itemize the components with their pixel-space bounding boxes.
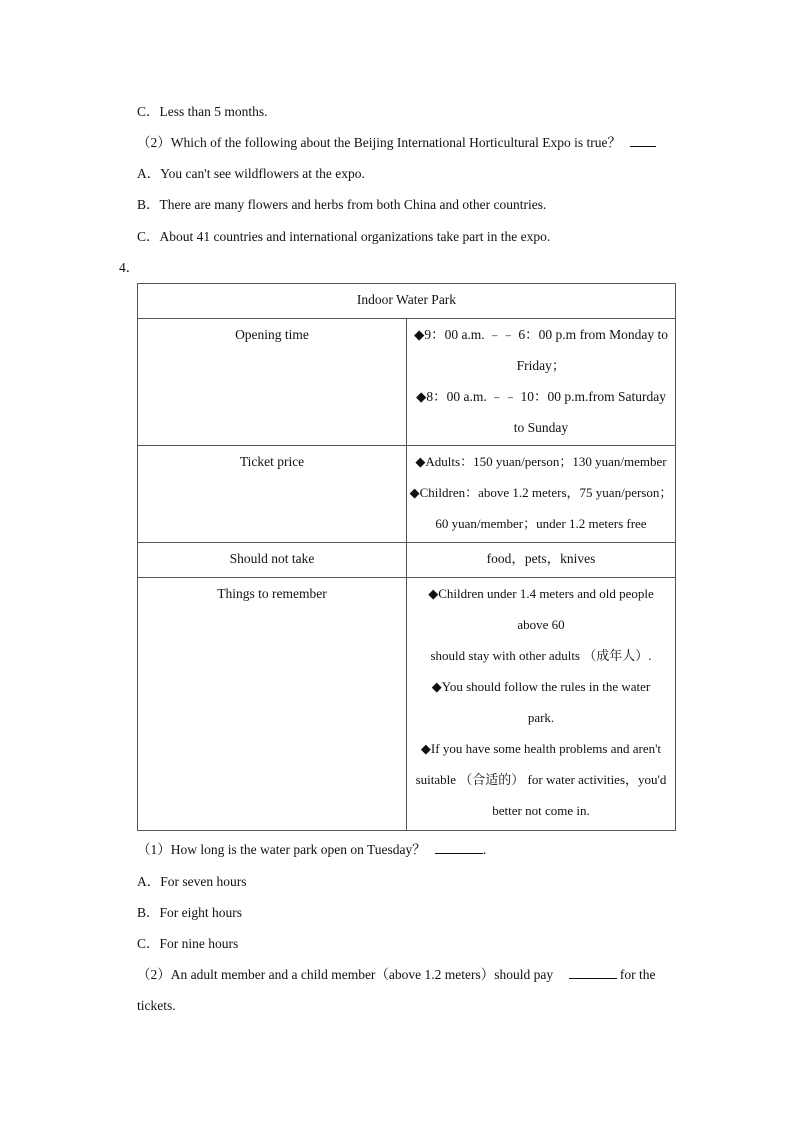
- row-label: Should not take: [138, 543, 407, 578]
- cell-line: park.: [527, 710, 555, 725]
- question-4-1: [137, 841, 486, 859]
- question-text: （1）How long is the water park open on Tuesday？: [137, 842, 426, 857]
- expo-option-a: A．You can't see wildflowers at the expo.: [137, 166, 365, 181]
- question-4-2: [137, 966, 656, 984]
- table-title: Indoor Water Park: [138, 284, 676, 319]
- table-row-ticket-price: [138, 446, 676, 543]
- cell-line: ◆Adults：150 yuan/person；130 yuan/member: [415, 454, 667, 469]
- row-label: Things to remember: [138, 578, 407, 831]
- option-c: C．For nine hours: [137, 936, 239, 951]
- cell-line: ◆8：00 a.m. ﹣﹣ 10：00 p.m.from Saturday: [416, 389, 666, 404]
- cell-line: ◆You should follow the rules in the water: [431, 679, 651, 694]
- expo-option-b: B．There are many flowers and herbs from both China and other countries.: [137, 197, 547, 212]
- question-text: （2）An adult member and a child member（above 1.2 meters）should pay: [137, 967, 554, 982]
- row-label: Ticket price: [138, 446, 407, 543]
- option-b: B．For eight hours: [137, 905, 243, 920]
- cell-line: suitable （合适的） for water activities，you'd: [415, 772, 667, 787]
- cell-line: ◆Children under 1.4 meters and old people: [428, 586, 654, 601]
- expo-option-c: C．About 41 countries and international organizations take part in the expo.: [137, 229, 551, 244]
- cell-line: above 60: [517, 617, 565, 632]
- cell-line: better not come in.: [492, 803, 590, 818]
- row-content: [407, 578, 676, 831]
- row-content: [407, 319, 676, 446]
- question-tail: for the: [619, 967, 656, 982]
- cell-line: to Sunday: [513, 420, 569, 435]
- cell-line: ◆If you have some health problems and aren't: [420, 741, 662, 756]
- question-end: .: [483, 842, 487, 857]
- cell-line: food，pets，knives: [486, 551, 596, 566]
- row-content: [407, 446, 676, 543]
- cell-line: Friday；: [516, 358, 566, 373]
- answer-blank[interactable]: [630, 134, 656, 147]
- answer-blank[interactable]: [569, 966, 617, 979]
- table-row-things-to-remember: [138, 578, 676, 831]
- cell-line: should stay with other adults （成年人）.: [430, 648, 652, 663]
- table-row-opening-time: [138, 319, 676, 446]
- table-row-should-not-take: [138, 543, 676, 578]
- option-a: A．For seven hours: [137, 874, 247, 889]
- cell-line: ◆9：00 a.m. ﹣﹣ 6：00 p.m from Monday to: [413, 327, 669, 342]
- answer-blank[interactable]: [435, 841, 483, 854]
- row-content: [407, 543, 676, 578]
- question-4-number: 4．: [119, 260, 140, 275]
- row-label: Opening time: [138, 319, 407, 446]
- question-text: （2）Which of the following about the Beijing International Horticultural Expo is true？: [137, 135, 622, 150]
- option-c-prev: C．Less than 5 months.: [137, 104, 268, 119]
- question-4-2-continued: tickets.: [137, 998, 176, 1013]
- water-park-table: [137, 283, 676, 831]
- cell-line: ◆Children：above 1.2 meters，75 yuan/person；: [409, 485, 673, 500]
- question-2-expo: [137, 134, 656, 152]
- cell-line: 60 yuan/member；under 1.2 meters free: [435, 516, 647, 531]
